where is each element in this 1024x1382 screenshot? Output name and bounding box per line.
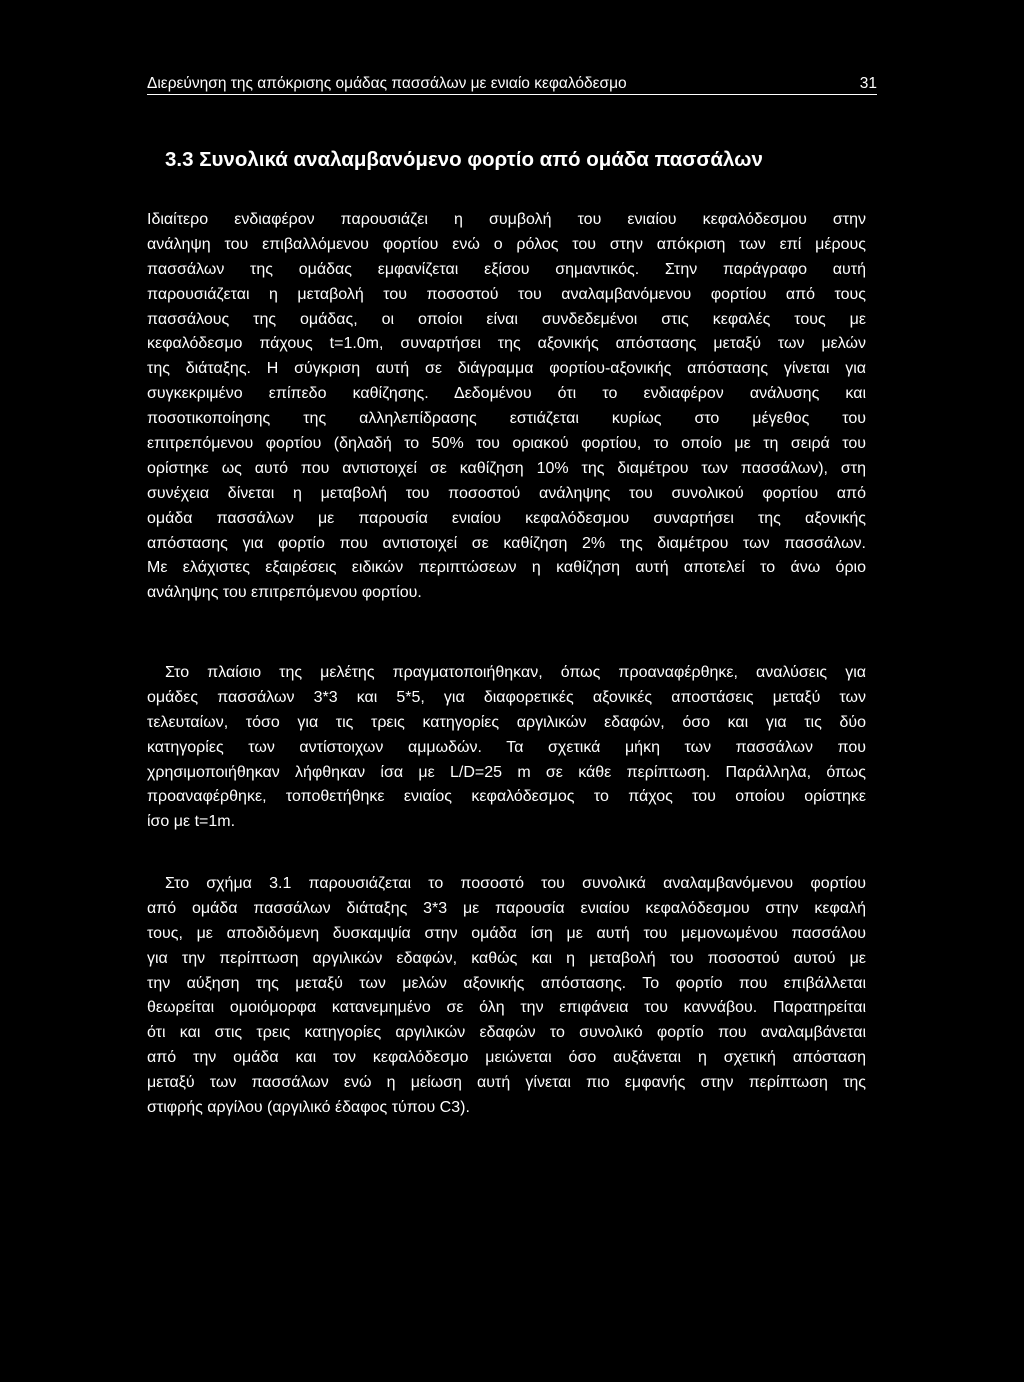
text-line: πασσάλων της ομάδας εμφανίζεται εξίσου σημαντικός. Στην παράγραφο αυτή <box>147 260 866 278</box>
text-line: ανάληψης του επιτρεπόμενου φορτίου. <box>147 584 422 602</box>
text-line: Ιδιαίτερο ενδιαφέρον παρουσιάζει η συμβολή του ενιαίου κεφαλόδεσμου στην <box>147 211 866 228</box>
text-line: κεφαλόδεσμο πάχους t=1.0m, συναρτήσει της αξονικής απόστασης μεταξύ των μελών <box>147 335 866 353</box>
text-line: πασσάλους της ομάδας, οι οποίοι είναι συνδεδεμένοι στις κεφαλές τους με <box>147 310 866 328</box>
text-line: επιτρεπόμενου φορτίου (δηλαδή το 50% του οριακού φορτίου, το οποίο με τη σειρά του <box>147 435 866 453</box>
paragraph-2 <box>147 661 866 835</box>
text-line: τελευταίων, τόσο για τις τρεις κατηγορίες αργιλικών εδαφών, όσο και για τις δύο <box>147 713 866 731</box>
text-line: συγκεκριμένο επίπεδο καθίζησης. Δεδομένου ότι το ενδιαφέρον ανάλυσης και <box>147 385 866 403</box>
text-line: ίσο με t=1m. <box>147 813 236 831</box>
text-line: για την περίπτωση αργιλικών εδαφών, καθώς και η μεταβολή του ποσοστού αυτού με <box>147 949 866 967</box>
paragraph-1 <box>147 208 866 606</box>
text-line: παρουσιάζεται η μεταβολή του ποσοστού του αναλαμβανόμενου φορτίου από τους <box>147 285 866 303</box>
running-title: Διερεύνηση της απόκρισης ομάδας πασσάλων με ενιαίο κεφαλόδεσμο <box>147 75 627 92</box>
section-heading: 3.3 Συνολικά αναλαμβανόμενο φορτίο από ομάδα πασσάλων <box>165 148 763 171</box>
text-line: προαναφέρθηκε, τοποθετήθηκε ενιαίος κεφαλόδεσμος το πάχος του οποίου ορίστηκε <box>147 788 866 806</box>
text-line: ορίστηκε ως αυτό που αντιστοιχεί σε καθίζηση 10% της διαμέτρου των πασσάλων), στη <box>147 459 866 477</box>
text-line: ποσοτικοποίησης της αλληλεπίδρασης εστιάζεται κυρίως στο μέγεθος του <box>147 410 866 428</box>
text-line: συνέχεια δίνεται η μεταβολή του ποσοστού ανάληψης του συνολικού φορτίου από <box>147 484 866 502</box>
text-line: στιφρής αργίλου (αργιλικό έδαφος τύπου C3). <box>147 1099 470 1117</box>
text-line: ότι και στις τρεις κατηγορίες αργιλικών εδαφών το συνολικό φορτίο που αναλαμβάνεται <box>147 1024 866 1042</box>
text-line: απόστασης για φορτίο που αντιστοιχεί σε καθίζηση 2% της διαμέτρου των πασσάλων. <box>147 534 866 552</box>
text-line: ομάδες πασσάλων 3*3 και 5*5, για διαφορετικές αξονικές αποστάσεις μεταξύ των <box>147 688 866 706</box>
text-line: της διάταξης. Η σύγκριση αυτή σε διάγραμμα φορτίου-αξονικής απόστασης γίνεται για <box>147 360 866 378</box>
text-line: θεωρείται ομοιόμορφα κατανεμημένο σε όλη την επιφάνεια του καννάβου. Παρατηρείται <box>147 999 866 1017</box>
text-line: Στο σχήμα 3.1 παρουσιάζεται το ποσοστό του συνολικά αναλαμβανόμενου φορτίου <box>165 875 866 892</box>
text-line: τους, με αποδιδόμενη δυσκαμψία στην ομάδα ίση με αυτή του μεμονωμένου πασσάλου <box>147 924 866 942</box>
text-line: κατηγορίες των αντίστοιχων αμμωδών. Τα σχετικά μήκη των πασσάλων που <box>147 738 866 756</box>
running-header <box>147 72 877 95</box>
text-line: ανάληψη του επιβαλλόμενου φορτίου ενώ ο ρόλος του στην απόκριση των επί μέρους <box>147 235 866 253</box>
text-line: χρησιμοποιήθηκαν λήφθηκαν ίσα με L/D=25 m σε κάθε περίπτωση. Παράλληλα, όπως <box>147 763 866 781</box>
text-line: Με ελάχιστες εξαιρέσεις ειδικών περιπτώσεων η καθίζηση αυτή αποτελεί το άνω όριο <box>147 559 866 577</box>
page-number: 31 <box>859 75 877 92</box>
text-line: από την ομάδα και τον κεφαλόδεσμο μειώνεται όσο αυξάνεται η σχετική απόσταση <box>147 1049 866 1067</box>
text-line: ομάδα πασσάλων με παρουσία ενιαίου κεφαλόδεσμου συναρτήσει της αξονικής <box>147 509 866 527</box>
paragraph-3 <box>147 872 866 1121</box>
text-line: Στο πλαίσιο της μελέτης πραγματοποιήθηκαν, όπως προαναφέρθηκε, αναλύσεις για <box>165 664 866 681</box>
text-line: από ομάδα πασσάλων διάταξης 3*3 με παρουσία ενιαίου κεφαλόδεσμου στην κεφαλή <box>147 899 866 917</box>
text-line: την αύξηση της μεταξύ των μελών αξονικής απόστασης. Το φορτίο που επιβάλλεται <box>147 974 866 992</box>
text-line: μεταξύ των πασσάλων ενώ η μείωση αυτή γίνεται πιο εμφανής στην περίπτωση της <box>147 1074 866 1092</box>
